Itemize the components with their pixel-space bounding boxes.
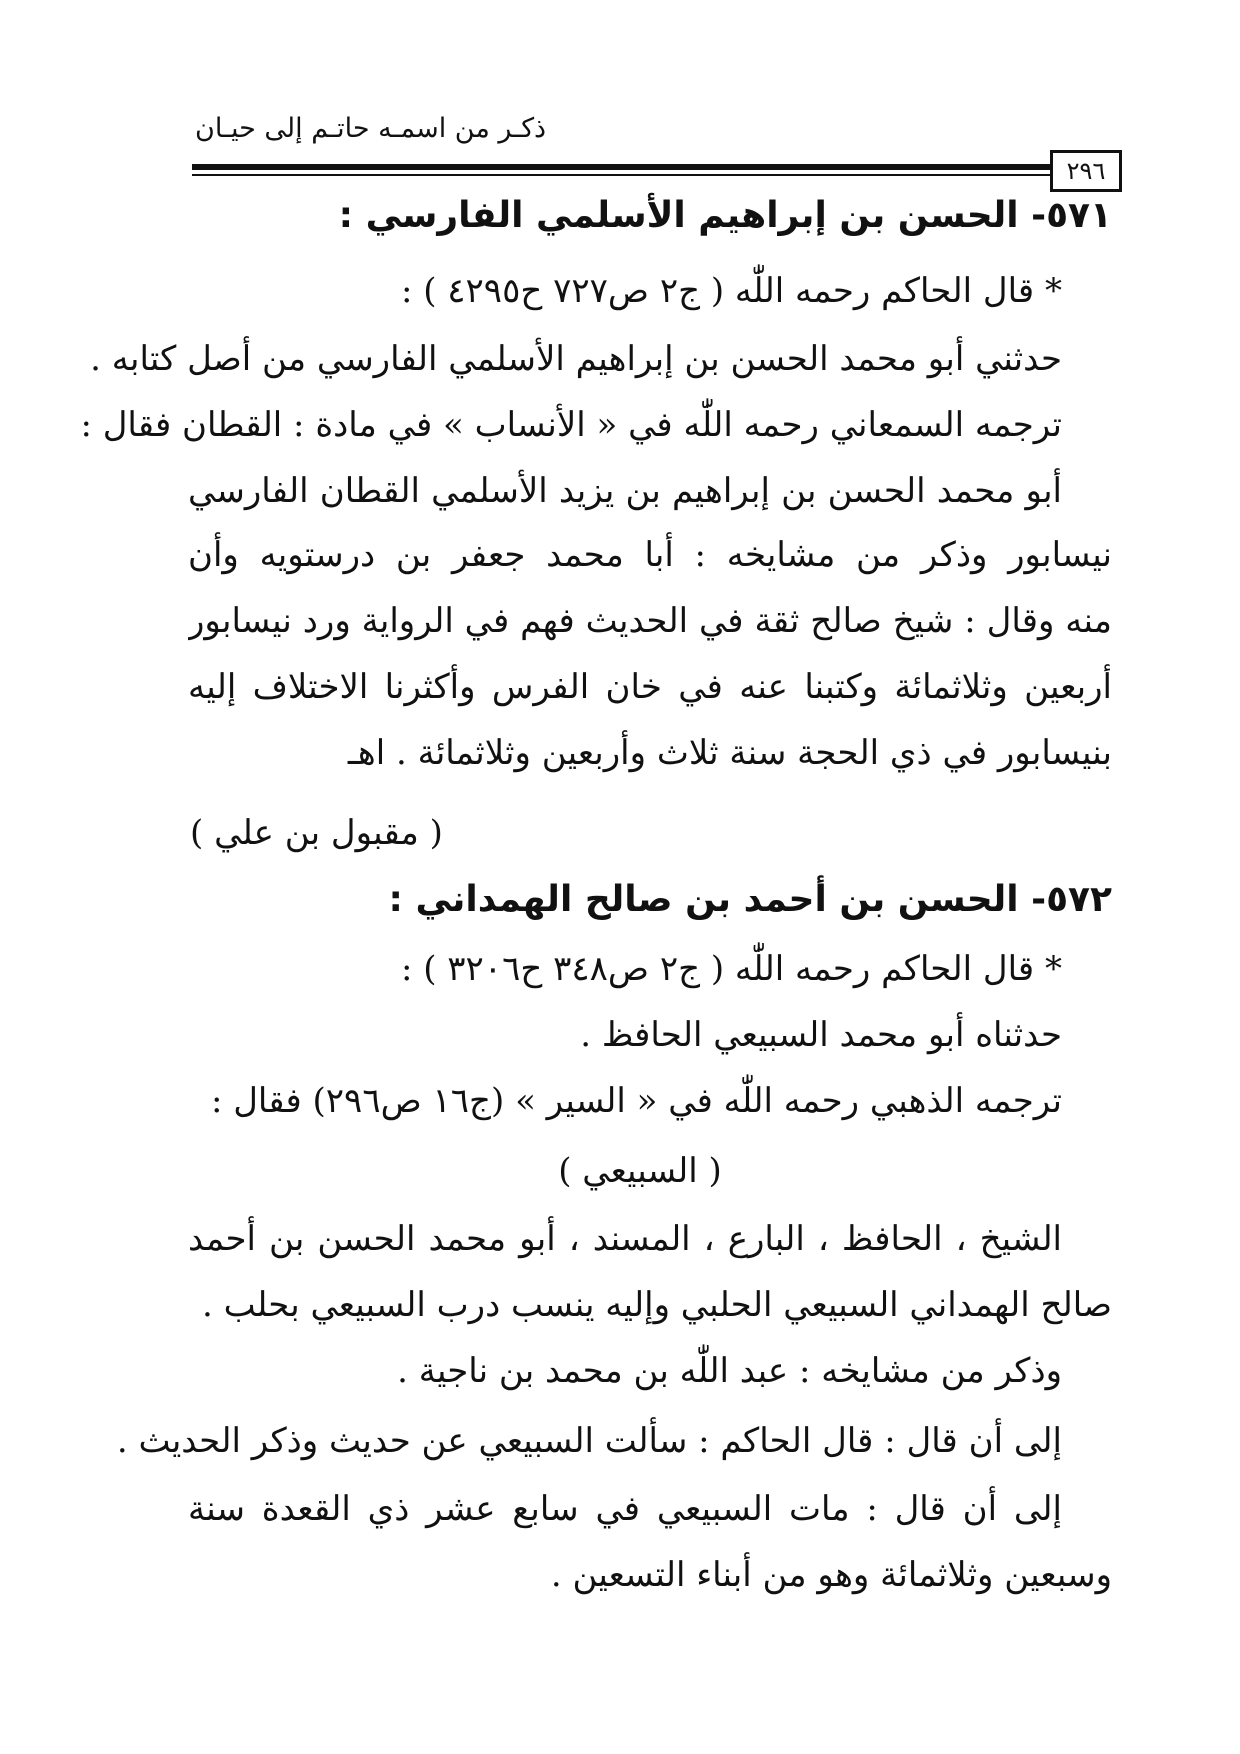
biography-line: أبو محمد الحسن بن إبراهيم بن يزيد الأسلمي القطان الفارسي	[188, 471, 1062, 511]
biography-line: بنيسابور في ذي الحجة سنة ثلاث وأربعين وثلاثمائة . اهـ	[347, 733, 1112, 773]
biography-line: إلى أن قال : مات السبيعي في سابع عشر ذي القعدة سنة	[188, 1489, 1062, 1529]
author-signature: ( مقبول بن علي )	[190, 813, 443, 853]
biography-line: صالح الهمداني السبيعي الحلبي وإليه ينسب درب السبيعي بحلب .	[201, 1285, 1112, 1325]
biography-line: الشيخ ، الحافظ ، البارع ، المسند ، أبو محمد الحسن بن أحمد	[188, 1219, 1062, 1259]
biography-line: أربعين وثلاثمائة وكتبنا عنه في خان الفرس وأكثرنا الاختلاف إليه	[188, 667, 1112, 707]
source-citation: * قال الحاكم رحمه اللّٰه ( ج٢ ص٧٢٧ ح٤٢٩٥ ) :	[400, 271, 1062, 311]
biography-subtitle: ( السبيعي )	[558, 1151, 722, 1191]
page-number-box: ٢٩٦	[1050, 150, 1122, 192]
entry-heading: ٥٧١- الحسن بن إبراهيم الأسلمي الفارسي :	[338, 195, 1112, 236]
biography-line: منه وقال : شيخ صالح ثقة في الحديث فهم في الرواية ورد نيسابور	[188, 601, 1112, 641]
biography-intro: ترجمه الذهبي رحمه اللّٰه في « السير » (ج١٦ ص٢٩٦) فقال :	[210, 1081, 1062, 1121]
biography-line: نيسابور وذكر من مشايخه : أبا محمد جعفر بن درستويه وأن	[188, 535, 1112, 575]
biography-intro: ترجمه السمعاني رحمه اللّٰه في « الأنساب » في مادة : القطان فقال :	[80, 405, 1062, 445]
narration-line: حدثناه أبو محمد السبيعي الحافظ .	[580, 1015, 1062, 1055]
biography-line: إلى أن قال : قال الحاكم : سألت السبيعي عن حديث وذكر الحديث .	[116, 1421, 1062, 1461]
running-header-title: ذكـر من اسمـه حاتـم إلى حيـان	[195, 113, 547, 144]
entry-heading: ٥٧٢- الحسن بن أحمد بن صالح الهمداني :	[388, 879, 1112, 920]
biography-line: وسبعين وثلاثمائة وهو من أبناء التسعين .	[550, 1555, 1112, 1595]
source-citation: * قال الحاكم رحمه اللّٰه ( ج٢ ص٣٤٨ ح٣٢٠٦ ) :	[400, 949, 1062, 989]
header-rule-thick	[192, 164, 1052, 170]
biography-line: وذكر من مشايخه : عبد اللّٰه بن محمد بن ناجية .	[397, 1351, 1062, 1391]
header-rule-thin	[192, 174, 1052, 176]
narration-line: حدثني أبو محمد الحسن بن إبراهيم الأسلمي الفارسي من أصل كتابه .	[90, 339, 1062, 379]
